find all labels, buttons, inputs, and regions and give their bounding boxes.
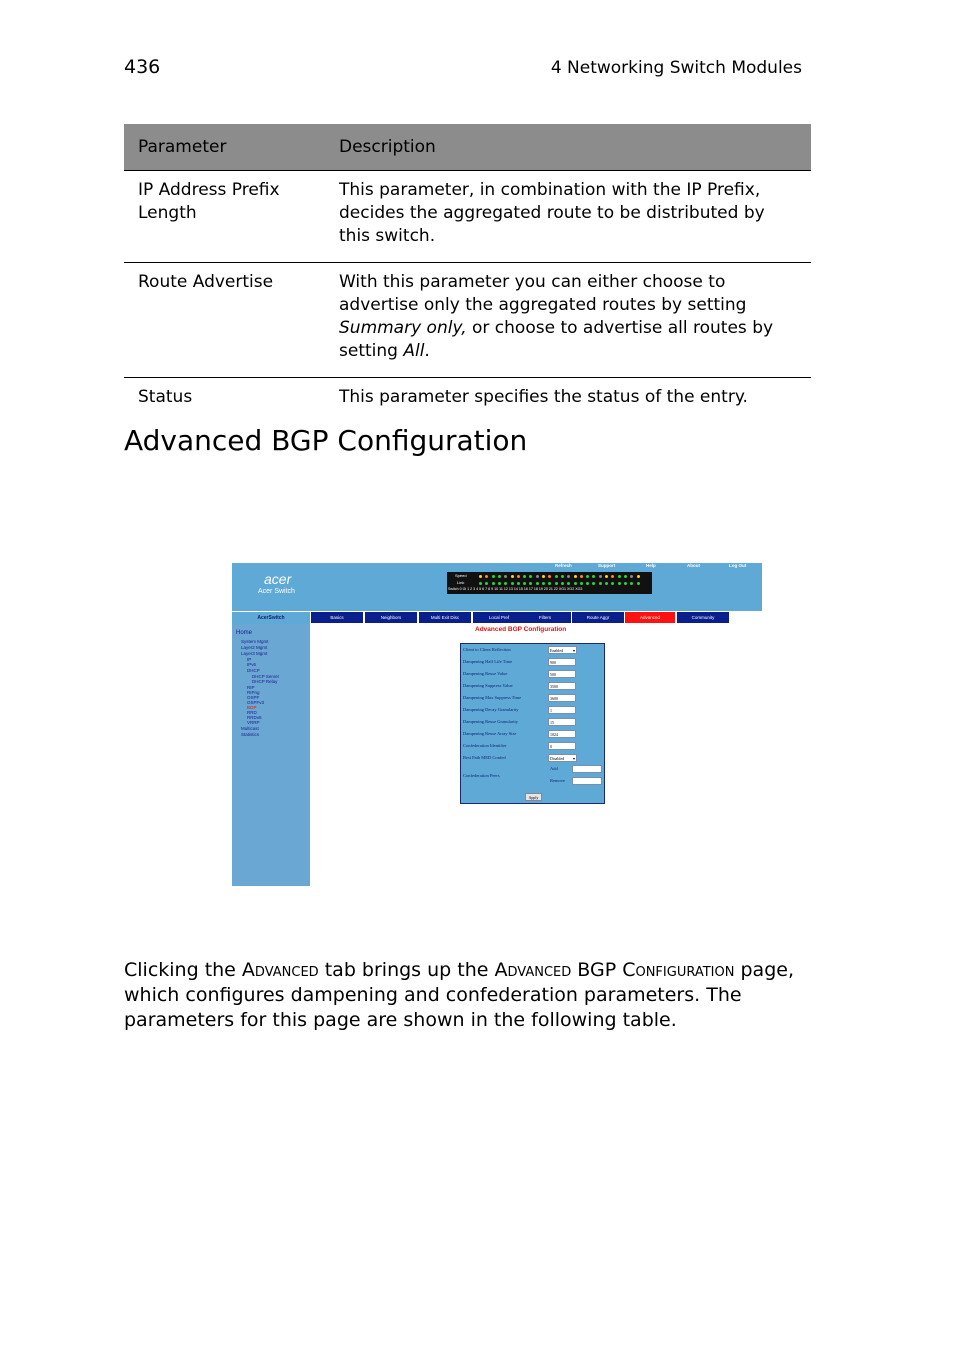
desc-emphasis: All	[403, 341, 425, 361]
sidebar-item-ip[interactable]: IP	[247, 657, 252, 662]
confed-peers-label: Confederation Peers	[463, 773, 500, 778]
port-led-icon	[498, 582, 501, 585]
port-led-icon	[504, 582, 507, 585]
tab-local-pref[interactable]: Local Pref	[473, 612, 525, 623]
port-led-icon	[517, 582, 520, 585]
port-led-icon	[536, 575, 539, 578]
field-label: Dampening Half Life Time	[463, 659, 513, 664]
config-page-title: Advanced BGP Configuration	[475, 626, 567, 633]
port-led-icon	[517, 575, 520, 578]
param-description	[325, 263, 811, 378]
sidebar-item-system-mgmt[interactable]: System Mgmt	[241, 639, 269, 644]
port-led-icon	[611, 582, 614, 585]
field-select[interactable]	[548, 646, 577, 654]
field-value: 3500	[550, 684, 558, 689]
port-led-icon	[498, 575, 501, 578]
port-led-icon	[511, 582, 514, 585]
port-led-icon	[637, 582, 640, 585]
field-input[interactable]	[548, 694, 576, 702]
port-led-icon	[592, 582, 595, 585]
running-head: 4 Networking Switch Modules	[550, 58, 802, 78]
port-led-icon	[548, 575, 551, 578]
port-led-icon	[630, 582, 633, 585]
sidebar-item-dhcp[interactable]: DHCP	[247, 668, 260, 673]
nav-bar	[232, 612, 762, 624]
remove-label: Remove	[550, 778, 565, 783]
port-led-icon	[574, 582, 577, 585]
para-smallcaps: Advanced	[241, 959, 319, 981]
port-led-icon	[492, 575, 495, 578]
desc-part: .	[424, 341, 430, 361]
nav-home-label[interactable]: AcerSwitch	[232, 612, 310, 624]
port-led-icon	[523, 582, 526, 585]
port-led-icon	[618, 575, 621, 578]
port-led-icon	[592, 575, 595, 578]
field-label: Client to Client Reflection	[463, 647, 511, 652]
sidebar-item-bgp[interactable]: BGP	[247, 705, 257, 710]
field-label: Dampening Suppress Value	[463, 683, 513, 688]
table-row	[124, 263, 811, 378]
field-value: 15	[550, 720, 554, 725]
port-led-icon	[479, 575, 482, 578]
sidebar-item-layer2-mgmt[interactable]: Layer2 Mgmt	[241, 645, 268, 650]
field-value: 1	[550, 708, 552, 713]
port-led-icon	[567, 575, 570, 578]
field-select[interactable]	[548, 754, 577, 762]
section-heading: Advanced BGP Configuration	[124, 424, 528, 457]
table-row	[124, 171, 811, 263]
refresh-link[interactable]: Refresh	[555, 563, 572, 568]
port-led-icon	[536, 582, 539, 585]
para-smallcaps: Advanced BGP Configuration	[494, 959, 735, 981]
port-led-icon	[580, 575, 583, 578]
parameter-table	[124, 124, 811, 423]
sidebar-item-rrd[interactable]: RRD	[247, 710, 257, 715]
sidebar-item-dhcp-relay[interactable]: DHCP Relay	[252, 679, 278, 684]
port-led-icon	[624, 575, 627, 578]
sidebar-item-multicast[interactable]: Multicast	[241, 726, 259, 731]
field-value: Enabled	[550, 648, 564, 653]
port-led-icon	[605, 575, 608, 578]
sidebar-item-statistics[interactable]: Statistics	[241, 732, 260, 737]
port-led-icon	[529, 582, 532, 585]
field-value: 900	[550, 660, 556, 665]
port-led-icon	[618, 582, 621, 585]
top-banner	[232, 563, 762, 611]
sidebar-item-ripng[interactable]: RIPng	[247, 690, 260, 695]
brand-label: Acer Switch	[258, 588, 295, 595]
field-value: 500	[550, 672, 556, 677]
chevron-down-icon: ▾	[572, 648, 575, 653]
port-led-icon	[624, 582, 627, 585]
desc-part: or choose to advertise all routes by setting	[339, 318, 774, 361]
port-led-icon	[599, 582, 602, 585]
field-input[interactable]	[548, 682, 576, 690]
field-input[interactable]	[548, 658, 576, 666]
para-text: page, which configures dampening and confederation parameters. The parameters for this page are shown in the following table.	[124, 959, 794, 1031]
apply-button[interactable]: Apply	[525, 793, 542, 801]
bgp-config-form	[460, 643, 605, 804]
param-name: Status	[138, 387, 193, 407]
field-label: Dampening Reuse Value	[463, 671, 508, 676]
port-led-icon	[567, 582, 570, 585]
field-input[interactable]	[548, 706, 576, 714]
port-led-icon	[561, 575, 564, 578]
field-value: Disabled	[550, 756, 565, 761]
port-led-icon	[485, 575, 488, 578]
port-led-icon	[561, 582, 564, 585]
tab-multi-exit-disc[interactable]: Multi Exit Disc	[419, 612, 471, 623]
field-label: Best Path MED Confed	[463, 755, 506, 760]
tab-advanced[interactable]: Advanced	[625, 612, 675, 623]
confed-remove-input[interactable]	[572, 777, 602, 785]
tab-neighbors[interactable]: Neighbors	[365, 612, 417, 623]
sidebar-item-layer3-mgmt[interactable]: Layer3 Mgmt	[241, 651, 268, 656]
port-led-icon	[580, 582, 583, 585]
port-led-icon	[586, 582, 589, 585]
port-led-icon	[574, 575, 577, 578]
tab-basics[interactable]: Basics	[311, 612, 363, 623]
param-description: This parameter specifies the status of the entry.	[339, 387, 748, 407]
desc-emphasis: Summary only,	[339, 318, 467, 338]
port-led-icon	[637, 575, 640, 578]
field-value: 0	[550, 744, 552, 749]
link-label: Link	[457, 580, 465, 585]
about-link[interactable]: About	[687, 563, 700, 568]
port-led-icon	[504, 575, 507, 578]
field-label: Confederation Identifier	[463, 743, 507, 748]
port-led-icon	[555, 582, 558, 585]
page-number: 436	[124, 56, 161, 78]
sidebar-item-dhcp-server[interactable]: DHCP Server	[252, 674, 280, 679]
port-led-icon	[548, 582, 551, 585]
embedded-screenshot	[232, 563, 762, 886]
port-led-icon	[611, 575, 614, 578]
param-description: This parameter, in combination with the IP Prefix, decides the aggregated route to be distributed by this switch.	[325, 171, 811, 263]
port-led-icon	[492, 582, 495, 585]
confed-add-input[interactable]	[572, 765, 602, 773]
port-numbers: Switch 0 Gi 1 2 3 4 5 6 7 8 9 10 11 12 13 14 15 16 17 18 19 20 21 22 XG1 XG2 XG3	[448, 587, 583, 591]
sidebar-item-home[interactable]: Home	[236, 630, 253, 636]
field-value: 3600	[550, 696, 558, 701]
support-link[interactable]: Support	[598, 563, 616, 568]
table-header-row	[124, 124, 811, 171]
port-led-icon	[523, 575, 526, 578]
port-led-icon	[485, 582, 488, 585]
port-led-icon	[542, 575, 545, 578]
field-label: Dampening Decay Granularity	[463, 707, 519, 712]
port-led-icon	[511, 575, 514, 578]
acer-logo: acer	[264, 571, 292, 587]
tab-filters[interactable]: Filters	[519, 612, 571, 623]
body-paragraph	[124, 958, 824, 1033]
column-header-description: Description	[325, 124, 811, 171]
port-led-icon	[542, 582, 545, 585]
port-led-icon	[599, 575, 602, 578]
sidebar-item-ospfv3[interactable]: OSPFv3	[247, 700, 265, 705]
sidebar-item-rip[interactable]: RIP	[247, 685, 255, 690]
sidebar-menu	[232, 624, 310, 886]
add-label: Add	[550, 766, 558, 771]
table-row	[124, 378, 811, 424]
port-led-icon	[630, 575, 633, 578]
field-label: Dampening Reuse Granularity	[463, 719, 518, 724]
param-name: IP Address Prefix Length	[124, 171, 325, 263]
field-value: 1024	[550, 732, 558, 737]
logout-link[interactable]: Log Out	[729, 563, 747, 568]
param-name: Route Advertise	[124, 263, 325, 378]
sidebar-item-vrrp[interactable]: VRRP	[247, 720, 260, 725]
sidebar-item-ospf[interactable]: OSPF	[247, 695, 260, 700]
sidebar-item-ipv6[interactable]: IPv6	[247, 662, 257, 667]
para-text: tab brings up the	[318, 959, 495, 981]
chevron-down-icon: ▾	[572, 756, 575, 761]
port-led-icon	[555, 575, 558, 578]
tab-route-aggr[interactable]: Route Aggr	[572, 612, 624, 623]
sidebar-item-rrdv6[interactable]: RRDv6	[247, 715, 262, 720]
tab-community[interactable]: Community	[677, 612, 729, 623]
help-link[interactable]: Help	[646, 563, 656, 568]
field-label: Dampening Reuse Array Size	[463, 731, 517, 736]
port-led-icon	[529, 575, 532, 578]
port-led-icon	[605, 582, 608, 585]
port-led-icon	[586, 575, 589, 578]
desc-part: With this parameter you can either choose to advertise only the aggregated routes by setting	[339, 272, 747, 315]
column-header-parameter: Parameter	[124, 124, 325, 171]
field-input[interactable]	[548, 718, 576, 726]
field-label: Dampening Max Suppress Time	[463, 695, 522, 700]
field-input[interactable]	[548, 730, 576, 738]
port-led-icon	[479, 582, 482, 585]
field-input[interactable]	[548, 670, 576, 678]
port-led-panel	[447, 572, 652, 594]
field-input[interactable]	[548, 742, 576, 750]
speed-label: Speed	[455, 573, 467, 578]
para-text: Clicking the	[124, 959, 242, 981]
